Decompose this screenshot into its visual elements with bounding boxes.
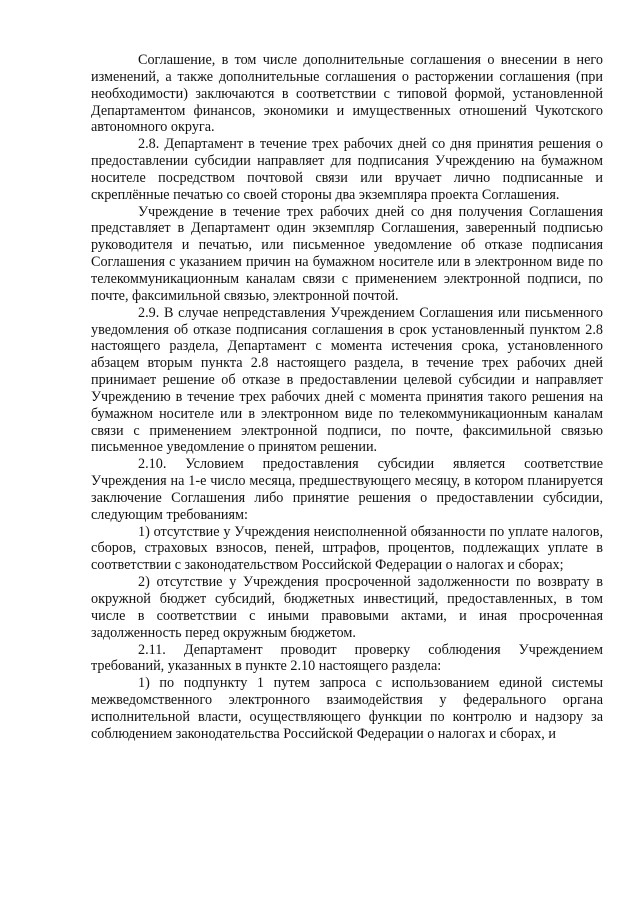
paragraph-2-10-item-2: 2) отсутствие у Учреждения просроченной задолженности по возврату в окружной бюджет субсидий, бюджетных инвестиций, предоставленных, в том числе в соответствии с иными правовыми актами, и иная просроченная задолженность перед окружным бюджетом. [91,574,603,641]
paragraph-2-8: 2.8. Департамент в течение трех рабочих дней со дня принятия решения о предоставлении субсидии направляет для подписания Учреждению на бумажном носителе посредством почтовой связи или вручает лично подписанные и скреплённые печатью со своей стороны два экземпляра проекта Соглашения. [91,136,603,203]
paragraph-2-10-item-1: 1) отсутствие у Учреждения неисполненной обязанности по уплате налогов, сборов, страховых взносов, пеней, штрафов, процентов, подлежащих уплате в соответствии с законодательством Российской Федерации о налогах и сборах; [91,523,603,574]
paragraph-2-9: 2.9. В случае непредставления Учреждением Соглашения или письменного уведомления об отказе подписания соглашения в срок установленный пунктом 2.8 настоящего раздела, Департамент с момента истечения срока, установленного абзацем вторым пункта 2.8 настоящего раздела, в течение трех рабочих дней принимает решение об отказе в предоставлении целевой субсидии и направляет Учреждению в течение трех рабочих дней с момента принятия такого решения на бумажном носителе или в электронном виде по телекоммуникационным каналам связи с применением электронной подписи, по почте, факсимильной связью письменное уведомление о принятом решении. [91,304,603,456]
paragraph-2-10: 2.10. Условием предоставления субсидии является соответствие Учреждения на 1-е число месяца, предшествующего месяцу, в котором планируется заключение Соглашения либо принятие решения о предоставлении субсидии, следующим требованиям: [91,456,603,523]
paragraph-agreement-forms: Соглашение, в том числе дополнительные соглашения о внесении в него изменений, а также дополнительные соглашения о расторжении соглашения (при необходимости) заключаются в соответствии с типовой формой, установленной Департаментом финансов, экономики и имущественных отношений Чукотского автономного округа. [91,52,603,136]
paragraph-2-11-item-1: 1) по подпункту 1 путем запроса с использованием единой системы межведомственного электронного взаимодействия у федерального органа исполнительной власти, осуществляющего функции по контролю и надзору за соблюдением законодательства Российской Федерации о налогах и сборах, и [91,675,603,742]
document-page [91,52,603,743]
paragraph-institution-response: Учреждение в течение трех рабочих дней со дня получения Соглашения представляет в Департамент один экземпляр Соглашения, заверенный подписью руководителя и печатью, или письменное уведомление об отказе подписания Соглашения с указанием причин на бумажном носителе или в электронном виде по телекоммуникационным каналам связи с применением электронной подписи, по почте, факсимильной связью, электронной почтой. [91,203,603,304]
paragraph-2-11: 2.11. Департамент проводит проверку соблюдения Учреждением требований, указанных в пункте 2.10 настоящего раздела: [91,641,603,675]
